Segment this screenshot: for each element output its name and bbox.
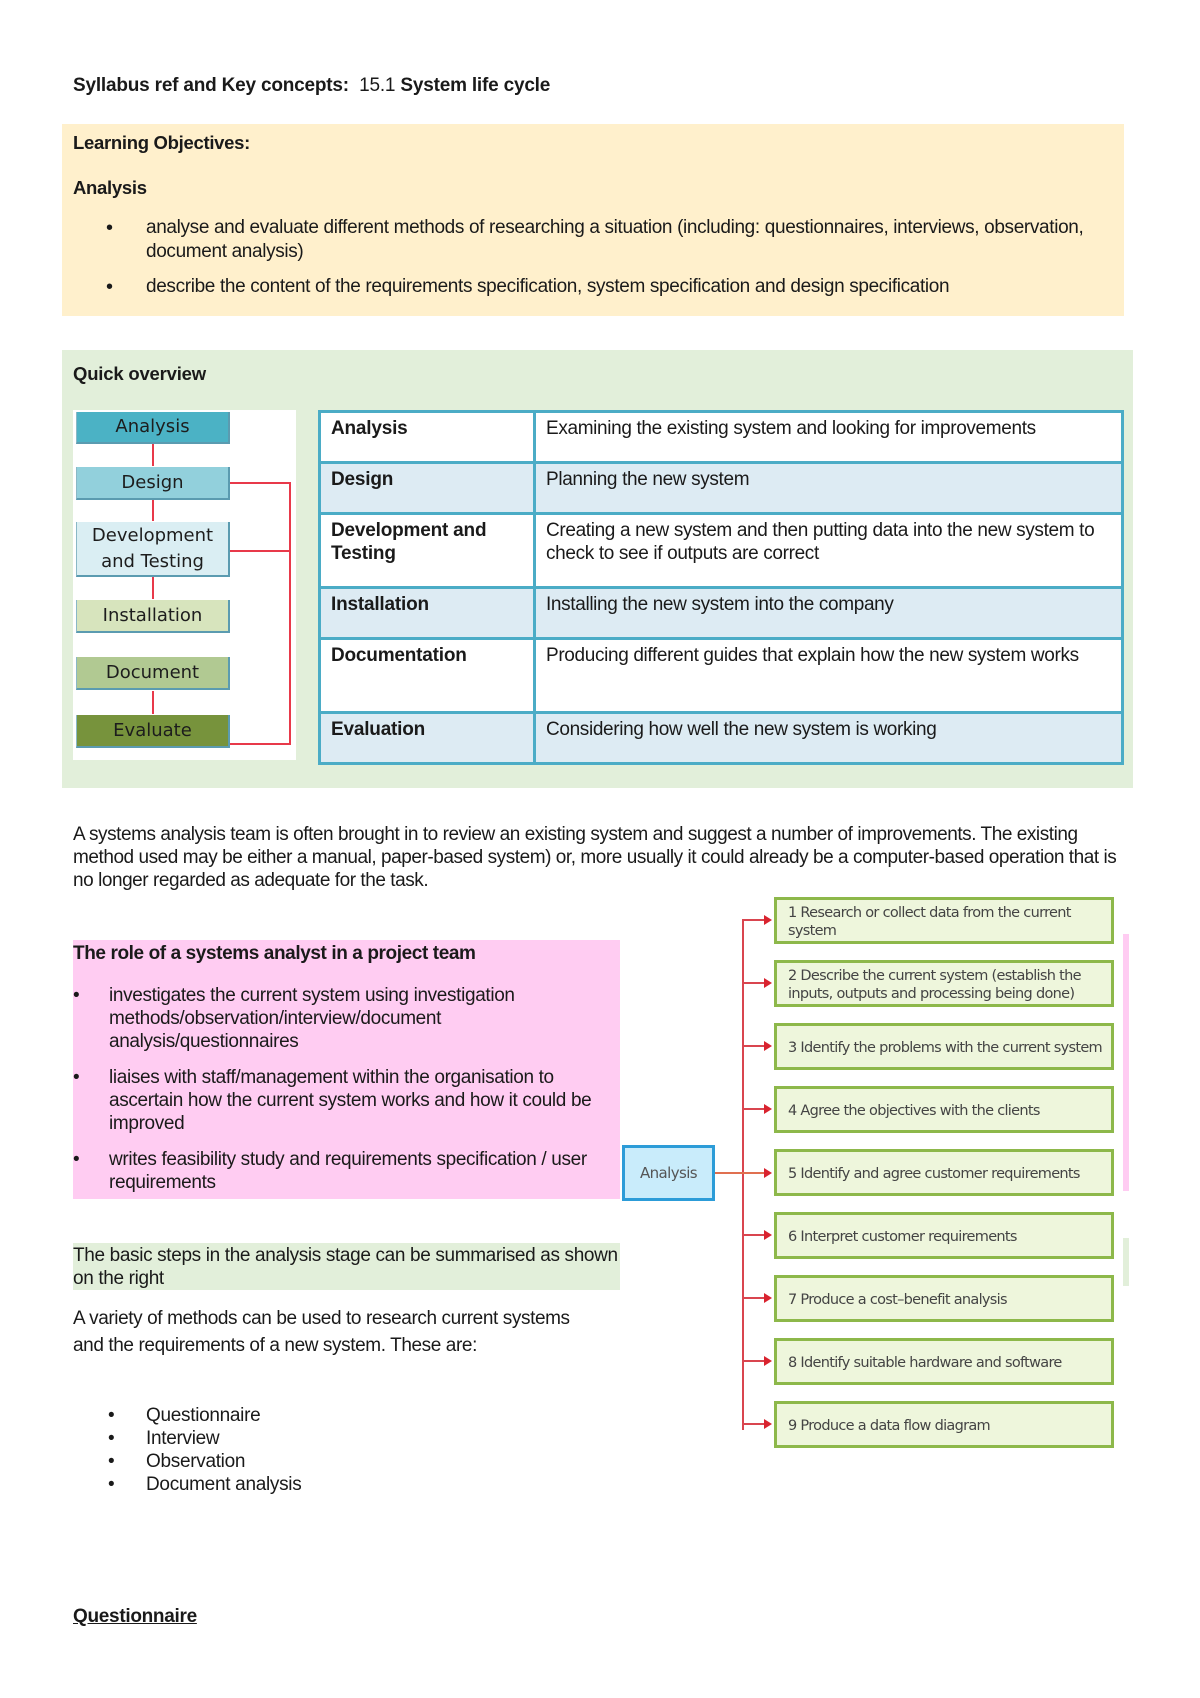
- stage-description: Examining the existing system and looking for improvements: [535, 412, 1123, 463]
- analysis-step-3: 3 Identify the problems with the current system: [774, 1023, 1114, 1070]
- objectives-subheading: Analysis: [73, 177, 147, 198]
- stage-description: Planning the new system: [535, 463, 1123, 514]
- analysis-root-node: Analysis: [622, 1145, 715, 1201]
- arrow-icon: [742, 1360, 770, 1362]
- method-item: • Interview: [73, 1427, 301, 1450]
- lifecycle-stage-installation: Installation: [76, 600, 230, 633]
- arrow-icon: [742, 919, 770, 921]
- stage-description: Producing different guides that explain how the new system works: [535, 639, 1123, 713]
- analysis-step-5: 5 Identify and agree customer requirements: [774, 1149, 1114, 1196]
- overview-title: Quick overview: [73, 363, 206, 384]
- lifecycle-stage-analysis: Analysis: [76, 412, 230, 444]
- stage-description: Creating a new system and then putting data into the new system to check to see if outputs are correct: [535, 514, 1123, 588]
- connector-arrow: [152, 443, 154, 466]
- analysis-step-2: 2 Describe the current system (establish the inputs, outputs and processing being done): [774, 960, 1114, 1007]
- table-row: [320, 514, 1123, 588]
- arrow-icon: [742, 1234, 770, 1236]
- role-item: • investigates the current system using investigation methods/observation/interview/document analysis/questionnaires: [73, 984, 618, 1053]
- lifecycle-stage-document: Document: [76, 657, 230, 690]
- lifecycle-stage-evaluate: Evaluate: [76, 715, 230, 748]
- stage-name: Development and Testing: [320, 514, 535, 588]
- variety-paragraph: A variety of methods can be used to research current systems and the requirements of a new system. These are:: [73, 1308, 570, 1356]
- stage-name: Analysis: [320, 412, 535, 463]
- table-row: [320, 412, 1123, 463]
- syllabus-topic: System life cycle: [400, 75, 551, 96]
- overview-table: [318, 410, 1124, 765]
- role-list: [73, 984, 618, 1207]
- stage-description: Considering how well the new system is working: [535, 713, 1123, 764]
- analysis-step-6: 6 Interpret customer requirements: [774, 1212, 1114, 1259]
- table-row: [320, 463, 1123, 514]
- arrow-icon: [742, 982, 770, 984]
- table-row: [320, 588, 1123, 639]
- steps-note-edge: [1123, 1238, 1129, 1286]
- objective-item: • analyse and evaluate different methods of researching a situation (including: questionnaires, interviews, observation, document analysis): [62, 216, 1122, 264]
- connector-arrow: [152, 691, 154, 714]
- table-row: [320, 639, 1123, 713]
- objectives-list: [62, 216, 1122, 310]
- role-item: • liaises with staff/management within the organisation to ascertain how the current system works and how it could be improved: [73, 1066, 618, 1135]
- feedback-line: [230, 550, 291, 552]
- arrow-icon: [742, 1045, 770, 1047]
- syllabus-label: Syllabus ref and Key concepts:: [73, 75, 349, 96]
- learning-objectives-box: [62, 124, 1124, 316]
- systems-analyst-role-box: [73, 940, 620, 1199]
- arrow-icon: [742, 1108, 770, 1110]
- arrow-icon: [742, 1423, 770, 1425]
- analysis-step-1: 1 Research or collect data from the current system: [774, 897, 1114, 944]
- lifecycle-stage-development: Development and Testing: [76, 522, 230, 577]
- method-item: • Observation: [73, 1450, 301, 1473]
- analysis-step-8: 8 Identify suitable hardware and software: [774, 1338, 1114, 1385]
- analysis-step-4: 4 Agree the objectives with the clients: [774, 1086, 1114, 1133]
- steps-note: The basic steps in the analysis stage can be summarised as shown on the right: [73, 1243, 620, 1290]
- stage-description: Installing the new system into the company: [535, 588, 1123, 639]
- quick-overview-box: [62, 350, 1133, 788]
- role-item: • writes feasibility study and requirements specification / user requirements: [73, 1148, 618, 1194]
- intro-paragraph: A systems analysis team is often brought in to review an existing system and suggest a number of improvements. The existing method used may be either a manual, paper-based system) or, more usually it could already be a computer-based operation that is no longer regarded as adequate for the task.: [73, 824, 1117, 891]
- feedback-line: [230, 482, 291, 484]
- connector-arrow: [152, 576, 154, 599]
- analysis-step-7: 7 Produce a cost–benefit analysis: [774, 1275, 1114, 1322]
- methods-list: [73, 1404, 301, 1496]
- method-item: • Document analysis: [73, 1473, 301, 1496]
- stage-name: Design: [320, 463, 535, 514]
- analysis-step-9: 9 Produce a data flow diagram: [774, 1401, 1114, 1448]
- objective-item: • describe the content of the requirements specification, system specification and design specification: [62, 275, 1122, 299]
- connector-arrow: [152, 499, 154, 521]
- syllabus-reference: [73, 75, 550, 97]
- feedback-line: [230, 743, 291, 745]
- life-cycle-diagram: [73, 410, 296, 760]
- stage-name: Documentation: [320, 639, 535, 713]
- questionnaire-heading: Questionnaire: [73, 1606, 197, 1627]
- role-heading: The role of a systems analyst in a project team: [73, 943, 476, 964]
- stage-name: Installation: [320, 588, 535, 639]
- diagram-trunk-line: [742, 919, 744, 1430]
- role-box-edge: [1123, 934, 1129, 1191]
- objectives-heading: Learning Objectives:: [73, 132, 250, 153]
- lifecycle-stage-design: Design: [76, 467, 230, 500]
- stage-name: Evaluation: [320, 713, 535, 764]
- arrow-icon: [742, 1297, 770, 1299]
- root-connector: [715, 1172, 770, 1174]
- table-row: [320, 713, 1123, 764]
- syllabus-ref-number: 15.1: [359, 75, 396, 96]
- method-item: • Questionnaire: [73, 1404, 301, 1427]
- feedback-line: [289, 482, 291, 745]
